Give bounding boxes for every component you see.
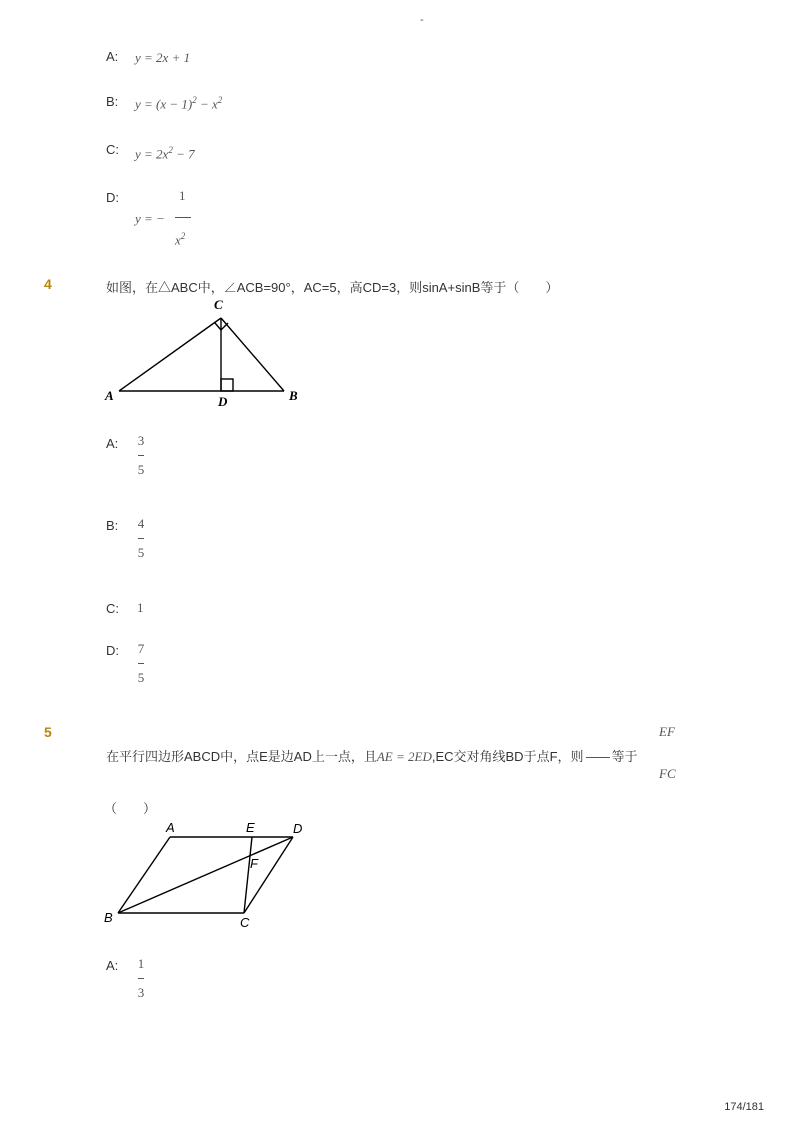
label-a: A <box>166 820 175 835</box>
label-b: B <box>104 910 113 925</box>
q4-triangle-figure <box>100 296 310 411</box>
q5-option-a-label[interactable]: A: <box>106 958 119 973</box>
label-b: B <box>289 388 298 403</box>
header-mark: - <box>420 14 424 26</box>
q5-answer-paren: （ ） <box>104 801 157 816</box>
label-d: D <box>293 821 303 836</box>
q5-option-a-den: 3 <box>137 985 145 1000</box>
q5-parallelogram-figure <box>100 818 315 933</box>
label-e: E <box>246 820 255 835</box>
q5-option-a-fraction <box>131 956 151 1001</box>
q4-option-d-fraction <box>131 641 151 686</box>
q5-option-a-num: 1 <box>137 956 145 971</box>
q4-option-d-den: 5 <box>137 670 145 685</box>
q3-option-a-expr: y = 2x + 1 <box>135 50 191 65</box>
q3-option-d-numerator: 1 <box>179 188 186 203</box>
q3-option-b-label[interactable]: B: <box>106 94 119 109</box>
q3-option-c-expr: $y = 2x^2 - 7$ <box>135 145 195 162</box>
q4-option-b-fraction <box>131 516 151 561</box>
label-d: D <box>218 394 228 409</box>
q4-option-a-fraction <box>131 433 151 478</box>
q3-option-b-expr: $y = (x - 1)^2 - x^2$ <box>135 95 223 112</box>
q4-option-a-den: 5 <box>137 462 145 477</box>
q4-number: 4 <box>44 276 52 292</box>
q3-option-d-lhs: y = − <box>135 211 165 226</box>
side-ac <box>119 318 221 391</box>
q4-option-a-label[interactable]: A: <box>106 436 119 451</box>
q4-option-c-label[interactable]: C: <box>106 601 119 616</box>
q3-option-a-label[interactable]: A: <box>106 49 119 64</box>
side-cb <box>221 318 284 391</box>
q4-option-d-num: 7 <box>137 641 145 656</box>
q4-question-text: 如图，在△ABC中，∠ACB=90°，AC=5，高CD=3，则sinA+sinB等于（ ） <box>106 280 559 295</box>
page-number: 174/181 <box>724 1101 764 1113</box>
q4-option-a-num: 3 <box>137 433 145 448</box>
label-c: C <box>240 915 250 930</box>
q4-option-b-label[interactable]: B: <box>106 518 119 533</box>
q4-option-d-label[interactable]: D: <box>106 643 119 658</box>
q3-option-d-fraction-bar <box>175 217 191 218</box>
q4-option-b-num: 4 <box>137 516 145 531</box>
label-c: C <box>214 297 223 312</box>
q3-option-d-label[interactable]: D: <box>106 190 119 205</box>
q5-fraction-numerator: EF <box>659 724 675 739</box>
q4-option-b-den: 5 <box>137 545 145 560</box>
q5-number: 5 <box>44 724 52 740</box>
label-a: A <box>105 388 114 403</box>
q5-fraction-denominator: FC <box>659 766 676 781</box>
right-angle-mark-d <box>221 379 233 391</box>
label-f: F <box>250 856 258 871</box>
q3-option-d-denominator: $x^2$ <box>175 231 186 248</box>
q3-option-c-label[interactable]: C: <box>106 142 119 157</box>
q4-option-c-value: 1 <box>137 600 144 615</box>
q5-question-text: 在平行四边形ABCD中，点E是边AD上一点，且AE = 2ED,EC交对角线BD于点F，则 等于 <box>106 749 638 764</box>
